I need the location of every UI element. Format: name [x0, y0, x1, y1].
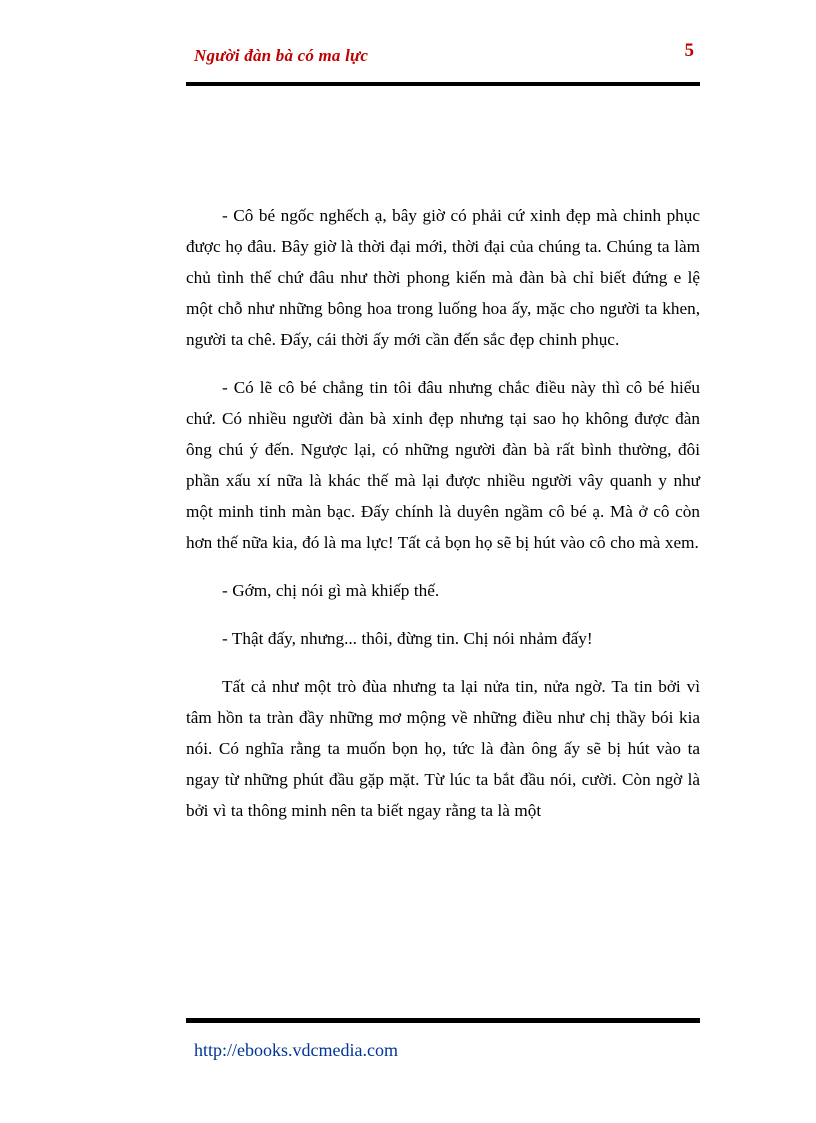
paragraph: - Thật đấy, nhưng... thôi, đừng tin. Chị nói nhảm đấy! — [222, 629, 593, 648]
paragraph: - Gớm, chị nói gì mà khiếp thế. — [222, 581, 440, 600]
page-header — [186, 40, 700, 86]
running-title: Người đàn bà có ma lực — [194, 46, 369, 65]
paragraph: Tất cả như một trò đùa nhưng ta lại nửa tin, nửa ngờ. Ta tin bởi vì tâm hồn ta tràn đầy những mơ mộng về những điều như chị thầy bói kia nói. Có nghĩa rằng ta muốn bọn họ, tức là đàn ông ấy sẽ bị hút vào ta ngay từ những phút đầu gặp mặt. Từ lúc ta bắt đầu nói, cười. Còn ngờ là bởi vì ta thông minh nên ta biết ngay rằng ta là một — [186, 677, 700, 820]
footer-url-link[interactable]: http://ebooks.vdcmedia.com — [194, 1040, 398, 1060]
header-divider — [186, 82, 700, 86]
body-text — [186, 200, 700, 826]
page-number: 5 — [684, 40, 694, 61]
page-footer — [186, 1018, 700, 1078]
page-content-frame — [186, 40, 700, 1083]
paragraph: - Cô bé ngốc nghếch ạ, bây giờ có phải cứ xinh đẹp mà chinh phục được họ đâu. Bây giờ là thời đại mới, thời đại của chúng ta. Chúng ta làm chủ tình thế chứ đâu như thời phong kiến mà đàn bà chỉ biết đứng e lệ một chỗ như những bông hoa trong luống hoa ấy, mặc cho người ta khen, người ta chê. Đấy, cái thời ấy mới cần đến sắc đẹp chinh phục. — [186, 206, 700, 349]
paragraph: - Có lẽ cô bé chẳng tin tôi đâu nhưng chắc điều này thì cô bé hiểu chứ. Có nhiều người đàn bà xinh đẹp nhưng tại sao họ không được đàn ông chú ý đến. Ngược lại, có những người đàn bà rất bình thường, đôi phần xấu xí nữa là khác thế mà lại được nhiều người vây quanh y như một minh tinh màn bạc. Đấy chính là duyên ngầm cô bé ạ. Mà ở cô còn hơn thế nữa kia, đó là ma lực! Tất cả bọn họ sẽ bị hút vào cô cho mà xem. — [186, 378, 700, 552]
footer-divider — [186, 1018, 700, 1023]
